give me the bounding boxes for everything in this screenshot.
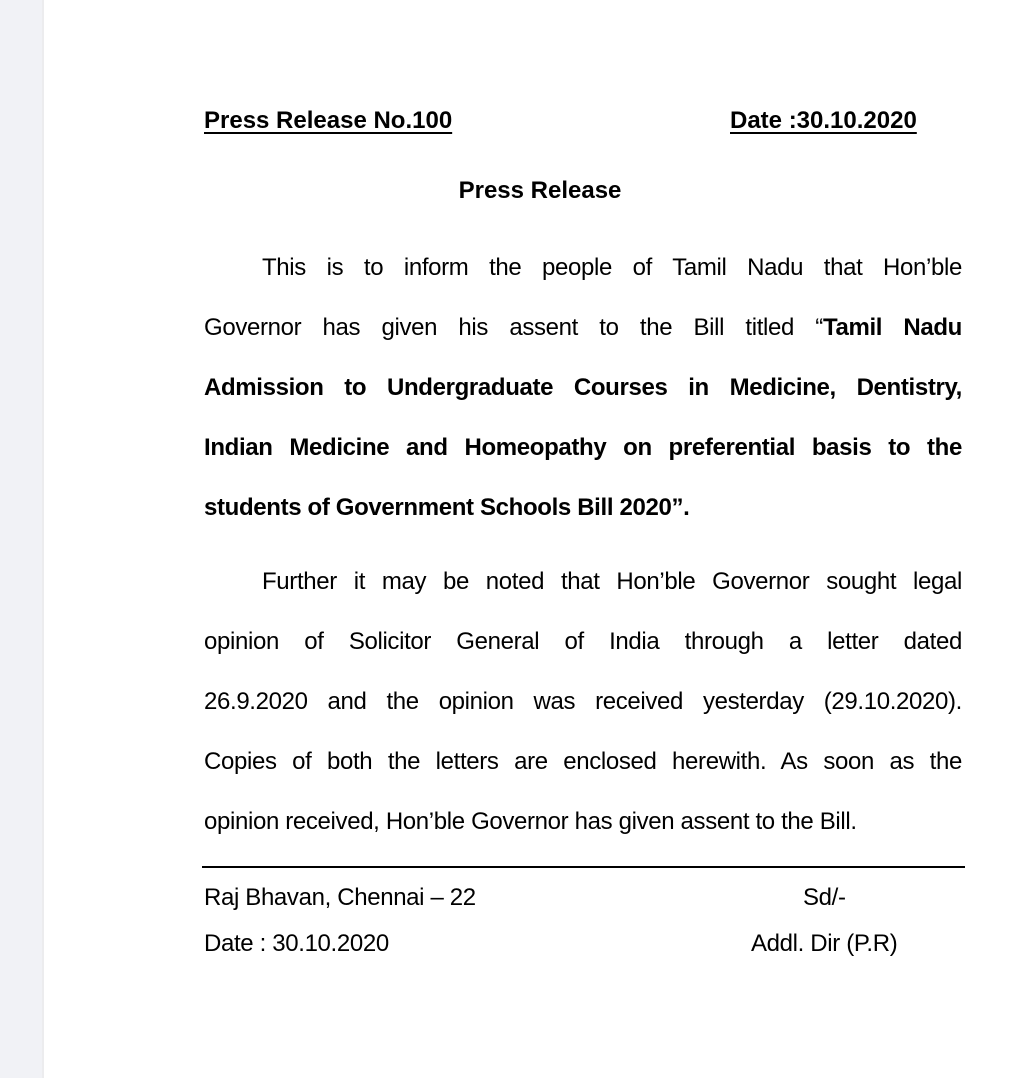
header-date: Date :30.10.2020 bbox=[730, 107, 917, 134]
bill-title-end: students of Government Schools Bill 2020”. bbox=[204, 494, 690, 521]
bill-title-start: Tamil Nadu bbox=[822, 314, 962, 341]
horizontal-divider bbox=[202, 866, 965, 868]
signature-mark: Sd/- bbox=[803, 884, 846, 911]
paragraph-line: This is to inform the people of Tamil Nadu that Hon’ble bbox=[262, 254, 962, 281]
document-page bbox=[44, 0, 1034, 1078]
document-title: Press Release bbox=[458, 177, 622, 204]
paragraph-line: opinion received, Hon’ble Governor has given assent to the Bill. bbox=[204, 808, 857, 835]
paragraph-line bbox=[204, 418, 962, 478]
paragraph-line: opinion of Solicitor General of India through a letter dated bbox=[204, 628, 962, 655]
paragraph-line: 26.9.2020 and the opinion was received yesterday (29.10.2020). bbox=[204, 688, 962, 715]
paragraph-line bbox=[204, 358, 962, 418]
paragraph-line: Further it may be noted that Hon’ble Governor sought legal bbox=[262, 568, 962, 595]
paragraph-assent bbox=[204, 238, 962, 538]
bill-title-text: Admission to Undergraduate Courses in Medicine, Dentistry, bbox=[204, 374, 962, 401]
bill-title-text: Indian Medicine and Homeopathy on preferential basis to the bbox=[204, 434, 962, 461]
paragraph-line: Copies of both the letters are enclosed herewith. As soon as the bbox=[204, 748, 962, 775]
paragraph-line bbox=[204, 478, 962, 538]
signatory-designation: Addl. Dir (P.R) bbox=[751, 930, 898, 957]
paragraph-line: Governor has given his assent to the Bill titled “Tamil Nadu bbox=[204, 314, 962, 341]
press-release-number: Press Release No.100 bbox=[204, 107, 453, 134]
footer-address: Raj Bhavan, Chennai – 22 bbox=[204, 884, 476, 911]
viewer-left-gutter bbox=[0, 0, 44, 1078]
footer-date: Date : 30.10.2020 bbox=[204, 930, 389, 957]
paragraph-legal-opinion bbox=[204, 552, 962, 852]
